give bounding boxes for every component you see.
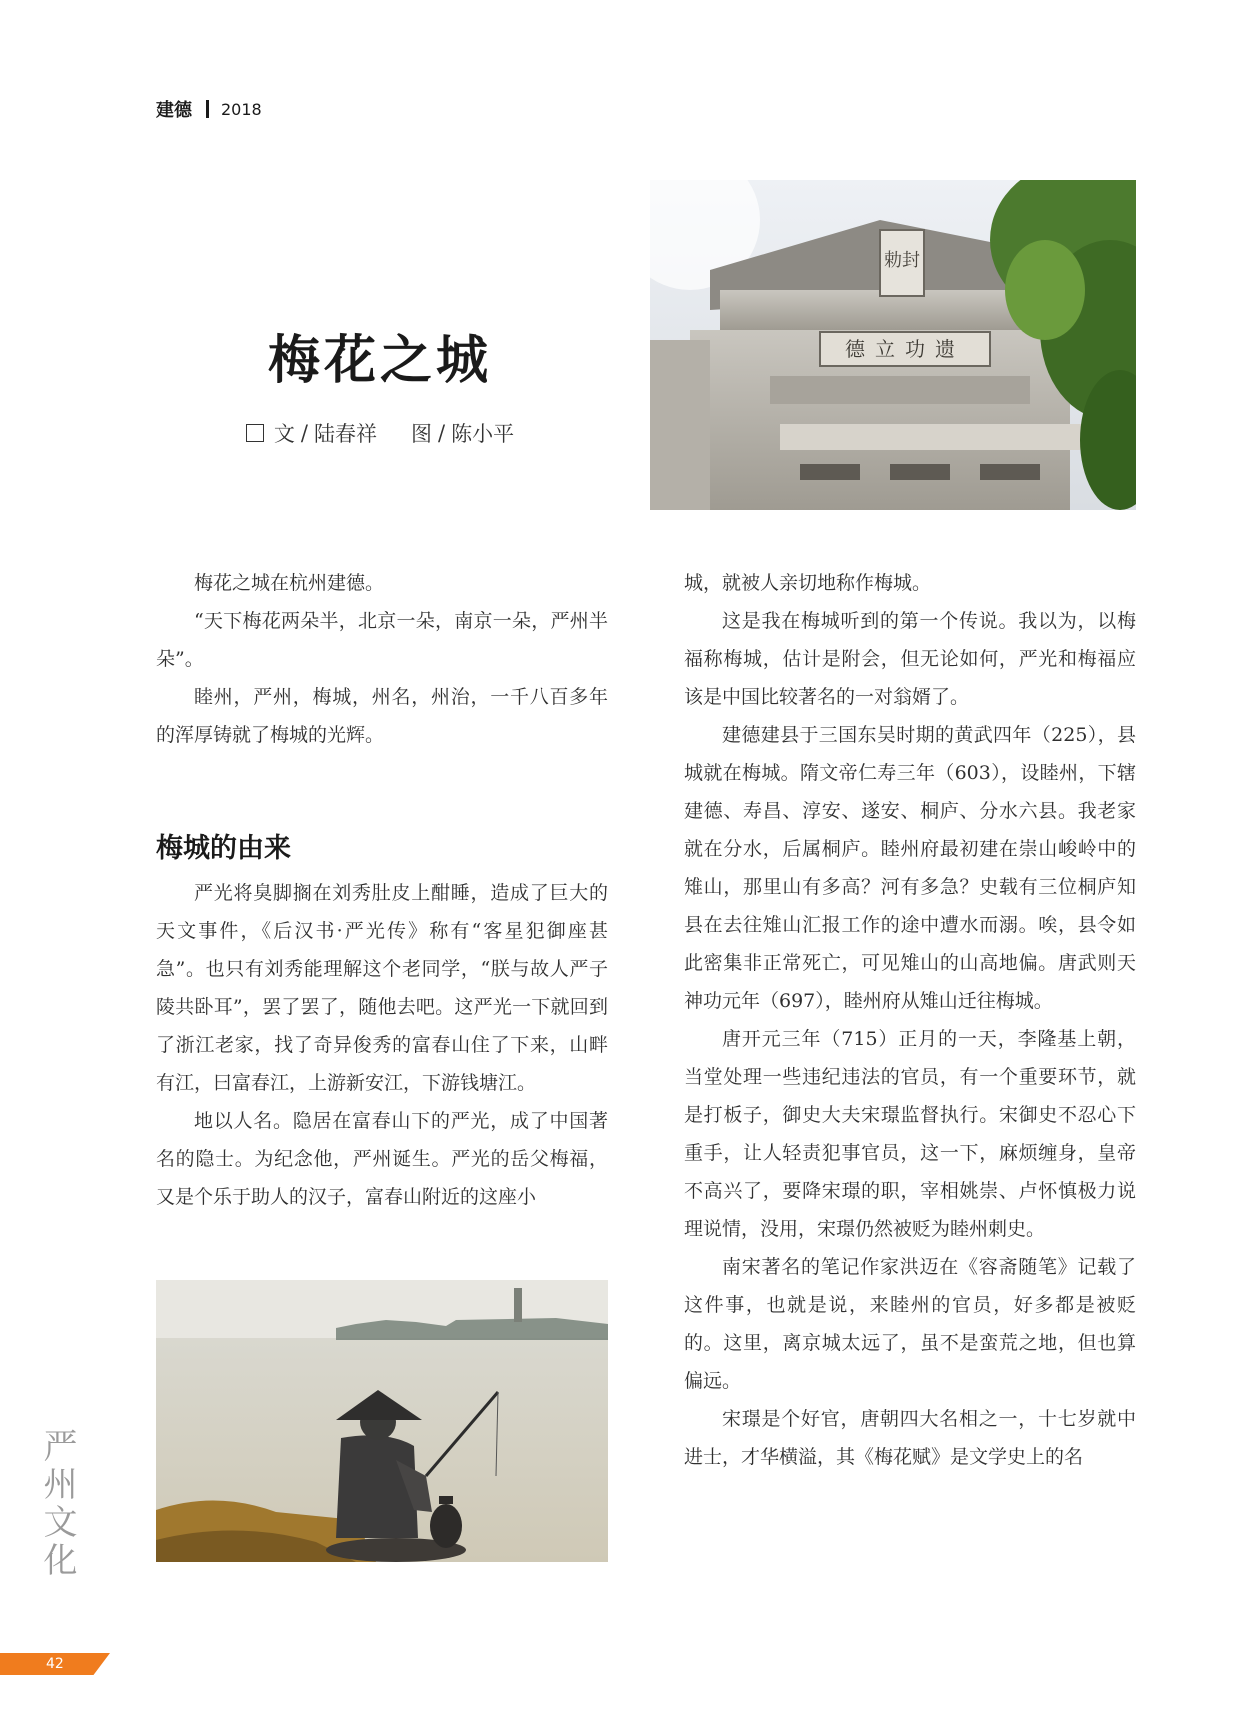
paragraph: 建德建县于三国东吴时期的黄武四年（225），县城就在梅城。隋文帝仁寿三年（603），设睦州，下辖建德、寿昌、淳安、遂安、桐庐、分水六县。我老家就在分水，后属桐庐。睦州府最初建在崇山峻岭中的雉山，那里山有多高？河有多急？史载有三位桐庐知县在去往雉山汇报工作的途中遭水而溺。唉，县令如此密集非正常死亡，可见雉山的山高地偏。唐武则天神功元年（697），睦州府从雉山迁往梅城。 xyxy=(684,724,1136,1012)
paragraph: 梅花之城在杭州建德。 xyxy=(194,572,385,594)
running-header xyxy=(156,96,262,122)
section-body-right xyxy=(684,564,1136,1476)
paragraph: 严光将臭脚搁在刘秀肚皮上酣睡，造成了巨大的天文事件，《后汉书·严光传》称有“客星犯御座甚急”。也只有刘秀能理解这个老同学，“朕与故人严子陵共卧耳”，罢了罢了，随他去吧。这严光一下就回到了浙江老家，找了奇异俊秀的富春山住了下来，山畔有江，曰富春江，上游新安江，下游钱塘江。 xyxy=(156,882,608,1094)
article-title: 梅花之城 xyxy=(267,331,492,391)
byline xyxy=(150,418,610,448)
section-heading: 梅城的由来 xyxy=(156,833,291,864)
archway-illustration xyxy=(650,180,1136,510)
paragraph-continuation: 城，就被人亲切地称作梅城。 xyxy=(684,572,932,594)
section-side-label: 严州文化 xyxy=(37,1428,77,1580)
page-number: 42 xyxy=(46,1656,64,1672)
intro-column xyxy=(156,564,608,754)
section-body-left xyxy=(156,874,608,1216)
plaque-top-text: 勅封 xyxy=(884,250,920,271)
paragraph: 南宋著名的笔记作家洪迈在《容斋随笔》记载了这件事，也就是说，来睦州的官员，好多都是被贬的。这里，离京城太远了，虽不是蛮荒之地，但也算偏远。 xyxy=(684,1256,1136,1392)
byline-text-role: 文 xyxy=(273,422,295,446)
fisherman-illustration xyxy=(156,1280,608,1562)
fisherman-statue-photo xyxy=(156,1280,608,1562)
paragraph: 睦州，严州，梅城，州名，州治，一千八百多年的浑厚铸就了梅城的光辉。 xyxy=(156,686,608,746)
issue-year: 2018 xyxy=(221,99,262,119)
paragraph: 地以人名。隐居在富春山下的严光，成了中国著名的隐士。为纪念他，严州诞生。严光的岳父梅福，又是个乐于助人的汉子，富春山附近的这座小 xyxy=(156,1110,608,1208)
plaque-main-text: 德立功遗 xyxy=(845,337,965,361)
paragraph: 宋璟是个好官，唐朝四大名相之一，十七岁就中进士，才华横溢，其《梅花赋》是文学史上的名 xyxy=(684,1408,1136,1468)
byline-photo-role: 图 xyxy=(411,422,432,446)
archway-photo xyxy=(650,180,1136,510)
paragraph: 唐开元三年（715）正月的一天，李隆基上朝，当堂处理一些违纪违法的官员，有一个重要环节，就是打板子，御史大夫宋璟监督执行。宋御史不忍心下重手，让人轻责犯事官员，这一下，麻烦缠身，皇帝不高兴了，要降宋璟的职，宰相姚崇、卢怀慎极力说理说情，没用，宋璟仍然被贬为睦州刺史。 xyxy=(684,1028,1136,1240)
byline-slash: / xyxy=(438,421,446,445)
paragraph: 这是我在梅城听到的第一个传说。我以为，以梅福称梅城，估计是附会，但无论如何，严光和梅福应该是中国比较著名的一对翁婿了。 xyxy=(684,610,1136,708)
paragraph: “天下梅花两朵半，北京一朵，南京一朵，严州半朵”。 xyxy=(156,610,608,670)
square-icon xyxy=(246,424,264,442)
byline-slash: / xyxy=(300,421,308,445)
magazine-name: 建德 xyxy=(156,100,192,121)
byline-author: 陆春祥 xyxy=(314,422,377,446)
byline-photographer: 陈小平 xyxy=(451,422,515,446)
header-separator xyxy=(206,100,209,118)
